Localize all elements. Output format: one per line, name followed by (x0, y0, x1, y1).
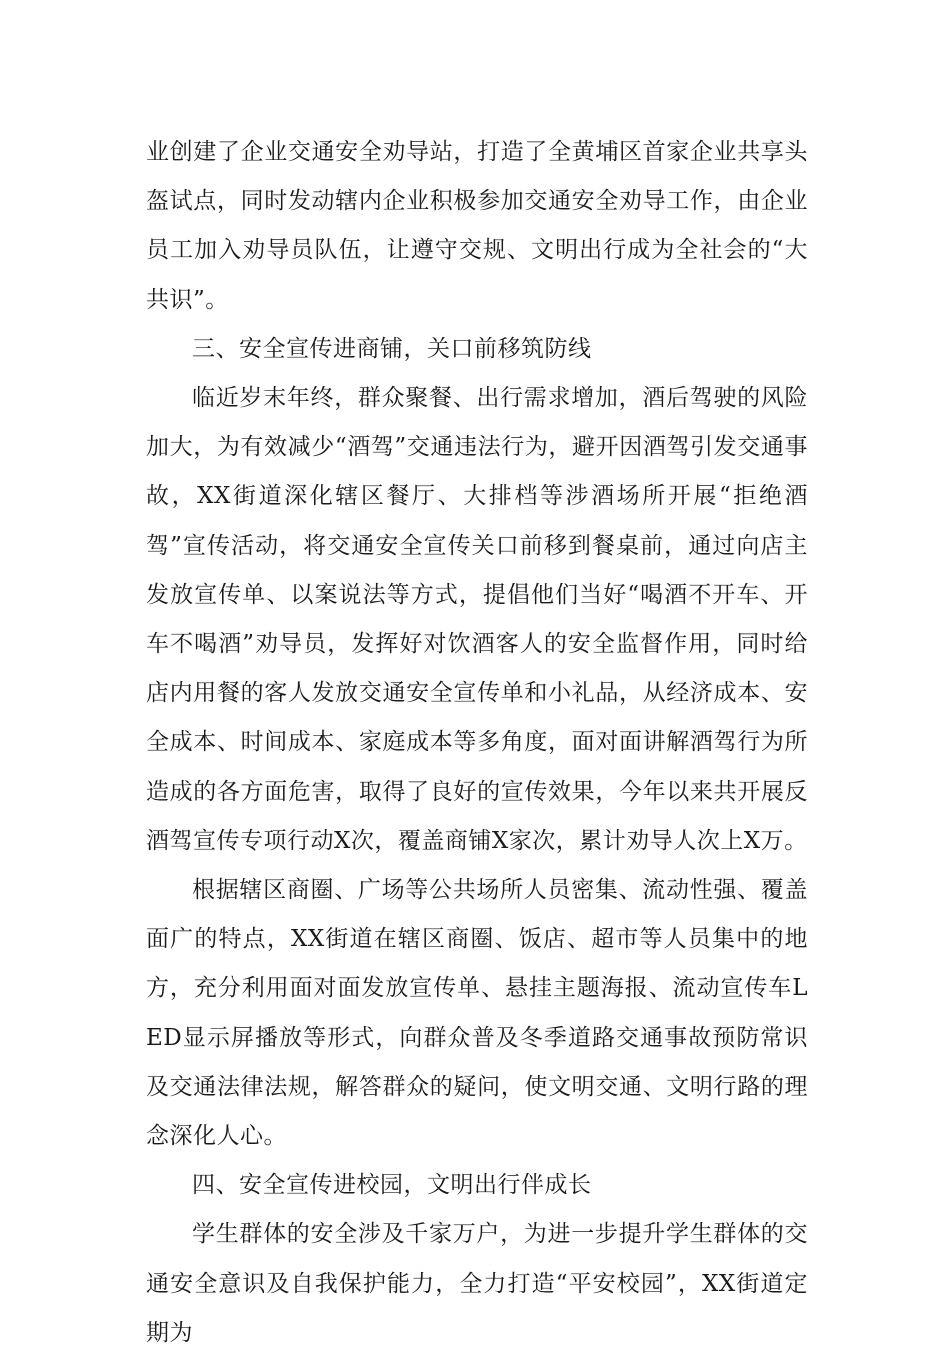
paragraph-drunk-driving: 临近岁末年终，群众聚餐、出行需求增加，酒后驾驶的风险加大，为有效减少“酒驾”交通违法行为，避开因酒驾引发交通事故，XX街道深化辖区餐厅、大排档等涉酒场所开展“拒绝酒驾”宣传活动，将交通安全宣传关口前移到餐桌前，通过向店主发放宣传单、以案说法等方式，提倡他们当好“喝酒不开车、开车不喝酒”劝导员，发挥好对饮酒客人的安全监督作用，同时给店内用餐的客人发放交通安全宣传单和小礼品，从经济成本、安全成本、时间成本、家庭成本等多角度，面对面讲解酒驾行为所造成的各方面危害，取得了良好的宣传效果，今年以来共开展反酒驾宣传专项行动X次，覆盖商铺X家次，累计劝导人次上X万。 (146, 385, 808, 854)
paragraph-continuation: 业创建了企业交通安全劝导站，打造了全黄埔区首家企业共享头盔试点，同时发动辖内企业积极参加交通安全劝导工作，由企业员工加入劝导员队伍，让遵守交规、文明出行成为全社会的“大共识”。 (146, 139, 808, 313)
document-body (146, 128, 808, 1358)
section-heading-four: 四、安全宣传进校园，文明出行伴成长 (192, 1172, 592, 1199)
paragraph-students: 学生群体的安全涉及千家万户，为进一步提升学生群体的交通安全意识及自我保护能力，全力打造“平安校园”，XX街道定期为 (146, 1221, 808, 1346)
section-heading-three: 三、安全宣传进商铺，关口前移筑防线 (192, 335, 592, 362)
paragraph-public-places: 根据辖区商圈、广场等公共场所人员密集、流动性强、覆盖面广的特点，XX街道在辖区商圈、饭店、超市等人员集中的地方，充分利用面对面发放宣传单、悬挂主题海报、流动宣传车LED显示屏播放等形式，向群众普及冬季道路交通事故预防常识及交通法律法规，解答群众的疑问，使文明交通、文明行路的理念深化人心。 (146, 877, 808, 1150)
